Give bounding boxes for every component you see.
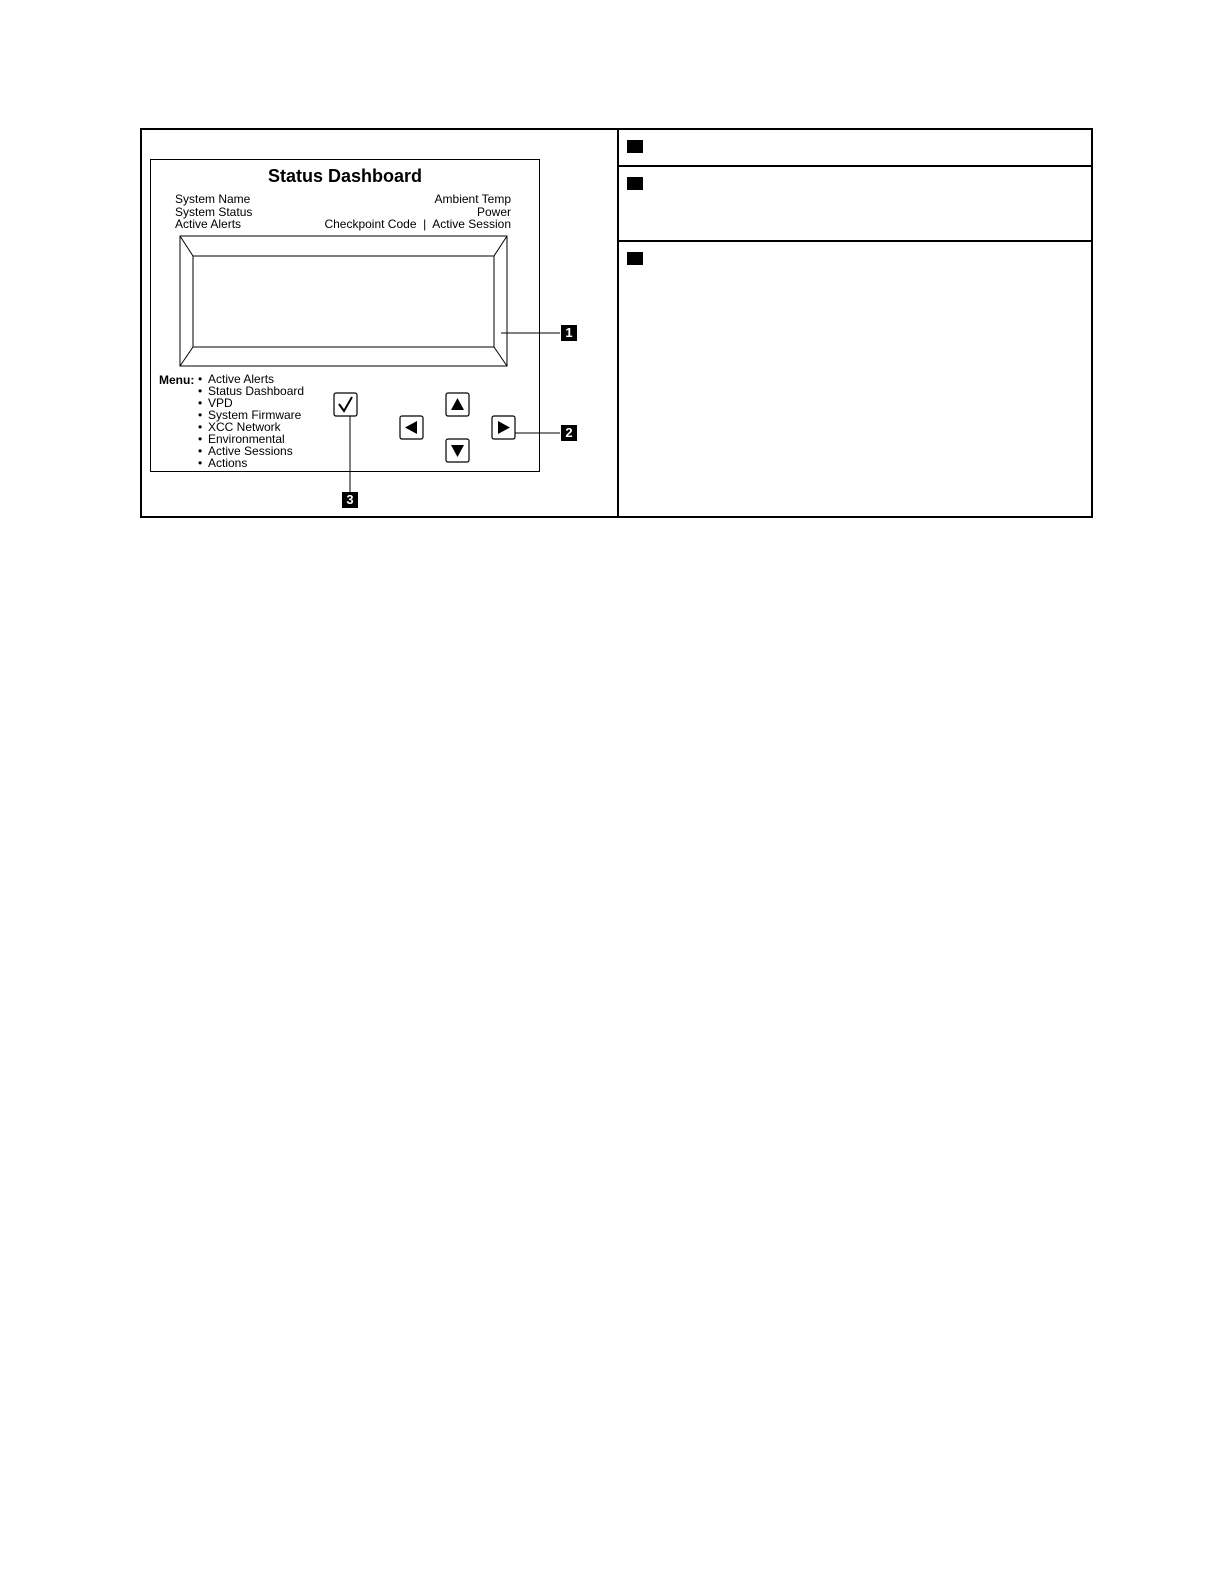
field-system-status: System Status [175, 205, 253, 219]
up-button[interactable] [446, 393, 469, 416]
menu-item[interactable]: • Active Alerts [198, 373, 304, 385]
menu-item[interactable]: • Actions [198, 457, 304, 469]
checkmark-button[interactable] [334, 393, 357, 416]
lcd-screen [180, 236, 507, 366]
panel-title: Status Dashboard [267, 166, 423, 186]
menu-item[interactable]: • Status Dashboard [198, 385, 304, 397]
callout-badge-3: 3 [342, 492, 358, 508]
field-ambient-temp: Ambient Temp [434, 192, 511, 206]
menu-item[interactable]: • VPD [198, 397, 304, 409]
left-button[interactable] [400, 416, 423, 439]
field-checkpoint-session: Checkpoint Code | Active Session [324, 217, 511, 231]
menu-label: Menu: [159, 373, 195, 387]
field-system-name: System Name [175, 192, 251, 206]
callout-badge-2: 2 [561, 425, 577, 441]
down-button[interactable] [446, 439, 469, 462]
menu-item[interactable]: • Environmental [198, 433, 304, 445]
menu-item[interactable]: • System Firmware [198, 409, 304, 421]
callout-badge-1: 1 [561, 325, 577, 341]
menu-item[interactable]: • XCC Network [198, 421, 304, 433]
field-active-alerts: Active Alerts [175, 217, 242, 231]
right-button[interactable] [492, 416, 515, 439]
field-power: Power [476, 205, 511, 219]
menu-item[interactable]: • Active Sessions [198, 445, 304, 457]
